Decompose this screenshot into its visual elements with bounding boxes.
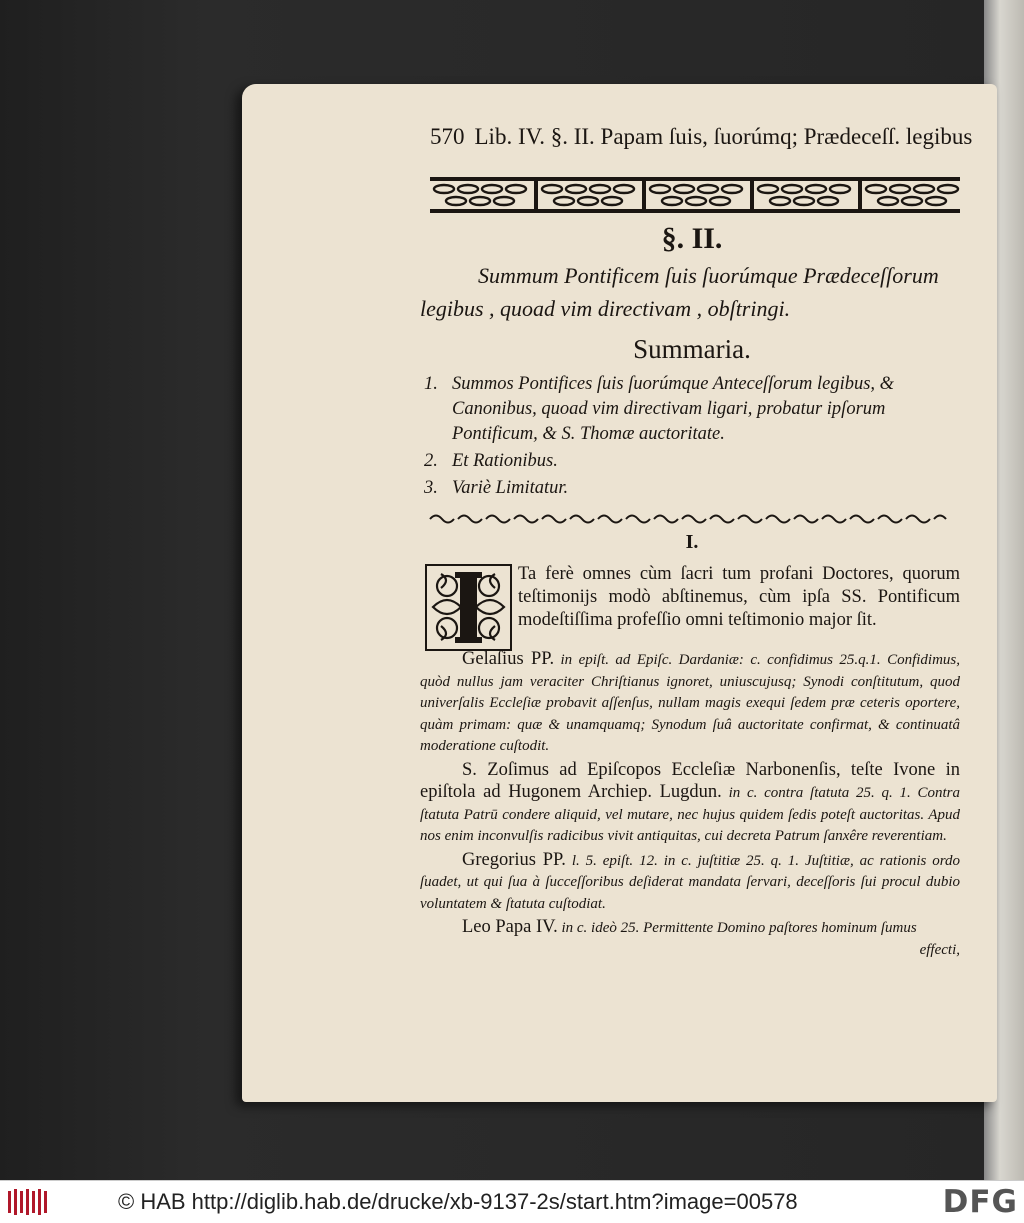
summary-item-text: Variè Limitatur. (452, 478, 569, 498)
summary-item-number: 2. (424, 451, 438, 471)
summary-item-number: 3. (424, 478, 438, 498)
viewer-footer (0, 1180, 1024, 1223)
citation-author: Leo Papa IV. (462, 917, 558, 937)
summaria-heading: Summaria. (633, 334, 751, 364)
hab-logo-icon (6, 1187, 48, 1217)
section-title-text: Summum Pontificem ſuis ſuorúmque Prædeceſſorum legibus , quoad vim directivam , obſtringi. (420, 263, 939, 321)
summary-item (424, 372, 964, 447)
dfg-logo: DFG (942, 1184, 1018, 1220)
citation-text: in epiſt. ad Epiſc. Dardaniæ: c. confidimus 25.q.1. Confidimus, quòd nullus jam veraciter Chriſtianus ignoret, uniuscujusq; Synodi conſtitutum, quod univerſalis Eccleſiæ probavit aſſenſus, nullam magis exequi ſedem præ ceteris oportere, quàm primam: quæ & unamquamq; Synodum ſuâ auctoritate confirmat, & continuatâ moderatione cuſtodit. (420, 652, 960, 754)
citation-text: l. 5. epiſt. 12. in c. juſtitiæ 25. q. 1. Juſtitiæ, ac rationis ordo ſuadet, ut qui ſua à ſucceſſoribus deſiderat mandata ſervari, deceſſoris ſui procul dubio voluntatem & ſtatuta cuſtodiat. (420, 852, 961, 912)
page-number: 570 (430, 124, 465, 149)
citation-author: Gelaſius PP. (462, 649, 555, 669)
catchword: effecti, (919, 941, 960, 958)
section-title (420, 259, 965, 325)
summary-item (424, 449, 964, 474)
citation-paragraphs (420, 649, 960, 963)
citation-paragraph (420, 760, 960, 848)
citation-author: S. Zoſimus ad Epiſcopos Eccleſiæ Narbonenſis, teſte Ivone in epiſtola ad Hugonem Archiep. Lugdun. (420, 759, 960, 802)
section-heading: §. II. (661, 222, 723, 255)
first-paragraph: Ta ferè omnes cùm ſacri tum profani Doctores, quorum teſtimonijs modò abſtinemus, cùm ipſa SS. Pontificum modeſtiſſima profeſſio omni teſtimonio major ſit. (518, 564, 960, 630)
summary-list (424, 372, 964, 503)
running-title: Lib. IV. §. II. Papam ſuis, ſuorúmq; Prædeceſſ. legibus (474, 124, 973, 149)
book-page (242, 84, 997, 1102)
citation-text: in c. ideò 25. Permittente Domino paſtores hominum ſumus (561, 920, 917, 936)
summary-item (424, 476, 964, 501)
citation-paragraph (420, 917, 960, 961)
citation-text: in c. contra ſtatuta 25. q. 1. Contra ſtatuta Patrū condere aliquid, vel mutare, nec hujus quidem ſedis poteſt auctoritas. Apud nos enim inconvulſis radicibus vivit antiquitas, cui decreta Patrum ſanxêre reverentiam. (420, 785, 961, 844)
ornamental-divider (426, 512, 956, 526)
summary-item-text: Summos Pontifices ſuis ſuorúmque Anteceſſorum legibus, & Canonibus, quoad vim directivam ligari, probatur ipſorum Pontificum, & S. Thomæ auctoritate. (452, 374, 895, 444)
summary-item-number: 1. (424, 374, 438, 394)
decorated-initial-icon (425, 564, 512, 651)
citation-author: Gregorius PP. (462, 849, 566, 870)
running-header (430, 124, 973, 150)
paragraph-numeral: I. (685, 531, 699, 553)
ornamental-border (430, 177, 960, 213)
summary-item-text: Et Rationibus. (452, 451, 558, 471)
citation-paragraph (420, 850, 960, 916)
citation-paragraph (420, 649, 960, 758)
copyright-url[interactable]: © HAB http://diglib.hab.de/drucke/xb-9137-2s/start.htm?image=00578 (118, 1189, 798, 1214)
